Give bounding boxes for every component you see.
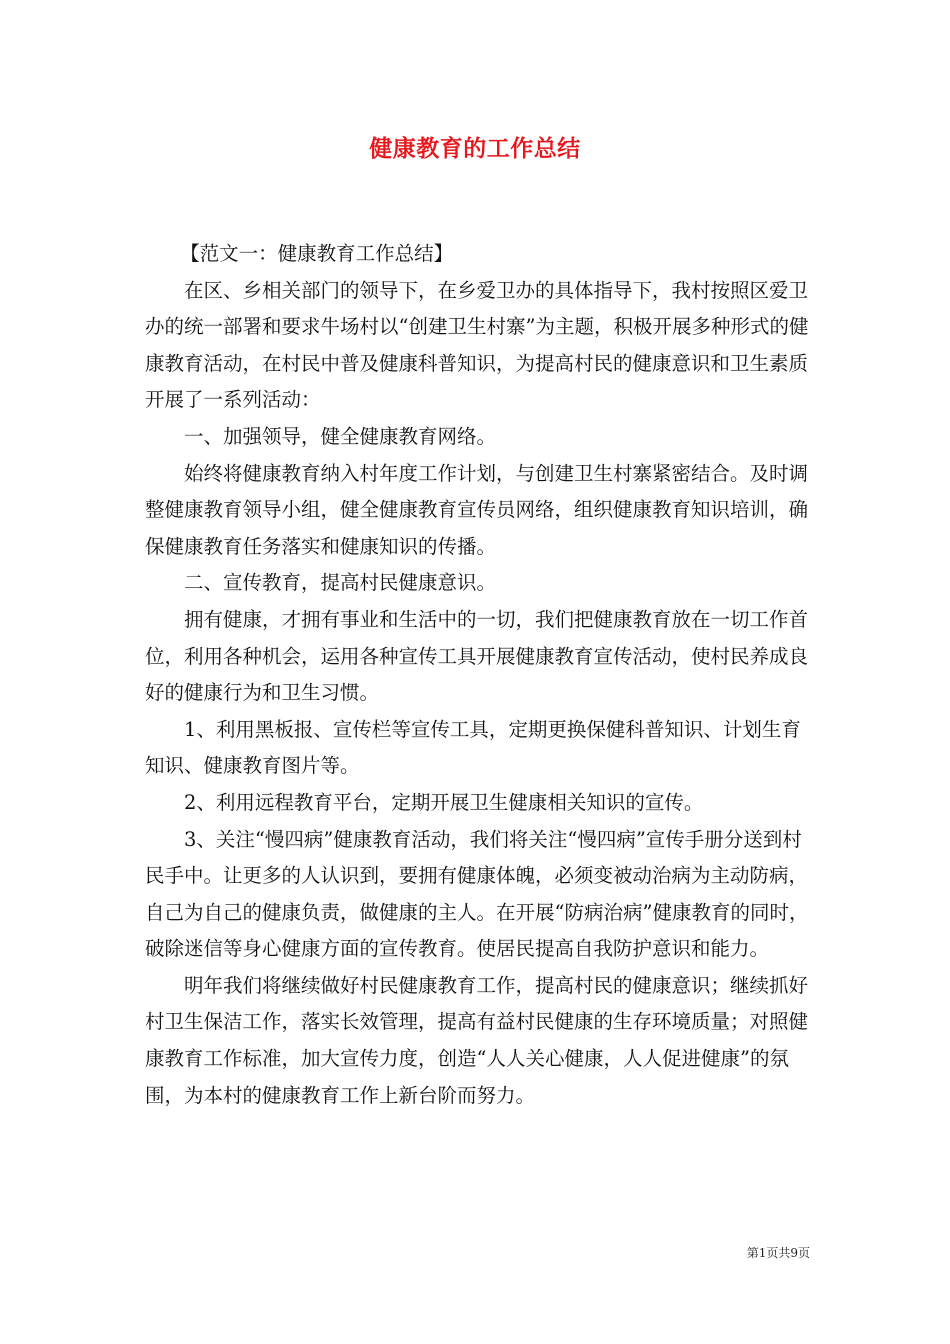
section-heading-publicity: 二、宣传教育，提高村民健康意识。 [184, 571, 497, 595]
intro-paragraph: 在区、乡相关部门的领导下，在乡爱卫办的具体指导下，我村按照区爱卫办的统一部署和要求牛场村以“创建卫生村寨”为主题，积极开展多种形式的健康教育活动，在村民中普及健康科普知识，为提高村民的健康意识和卫生素质开展了一系列活动： [145, 278, 809, 412]
publicity-paragraph: 拥有健康，才拥有事业和生活中的一切，我们把健康教育放在一切工作首位，利用各种机会，运用各种宣传工具开展健康教育宣传活动，使村民养成良好的健康行为和卫生习惯。 [145, 607, 809, 705]
page-number-footer: 第1页共9页 [746, 1246, 810, 1260]
document-body [145, 236, 813, 1114]
section-heading-sample-one: 【范文一：健康教育工作总结】 [180, 242, 454, 265]
list-item-1: 1、利用黑板报、宣传栏等宣传工具，定期更换保健科普知识、计划生育知识、健康教育图片等。 [145, 717, 801, 778]
leadership-paragraph: 始终将健康教育纳入村年度工作计划，与创建卫生村寨紧密结合。及时调整健康教育领导小组，健全健康教育宣传员网络，组织健康教育知识培训，确保健康教育任务落实和健康知识的传播。 [145, 461, 809, 558]
section-heading-leadership: 一、加强领导，健全健康教育网络。 [184, 424, 497, 448]
closing-paragraph: 明年我们将继续做好村民健康教育工作，提高村民的健康意识；继续抓好村卫生保洁工作，落实长效管理，提高有益村民健康的生存环境质量；对照健康教育工作标准，加大宣传力度，创造“人人关心健康，人人促进健康”的氛围，为本村的健康教育工作上新台阶而努力。 [145, 973, 809, 1107]
document-title: 健康教育的工作总结 [369, 136, 581, 162]
list-item-3: 3、关注“慢四病”健康教育活动，我们将关注“慢四病”宣传手册分送到村民手中。让更多的人认识到，要拥有健康体魄，必须变被动治病为主动防病，自己为自己的健康负责，做健康的主人。在开展“防病治病”健康教育的同时，破除迷信等身心健康方面的宣传教育。使居民提高自我防护意识和能力。 [145, 827, 809, 961]
list-item-2: 2、利用远程教育平台，定期开展卫生健康相关知识的宣传。 [184, 790, 704, 814]
